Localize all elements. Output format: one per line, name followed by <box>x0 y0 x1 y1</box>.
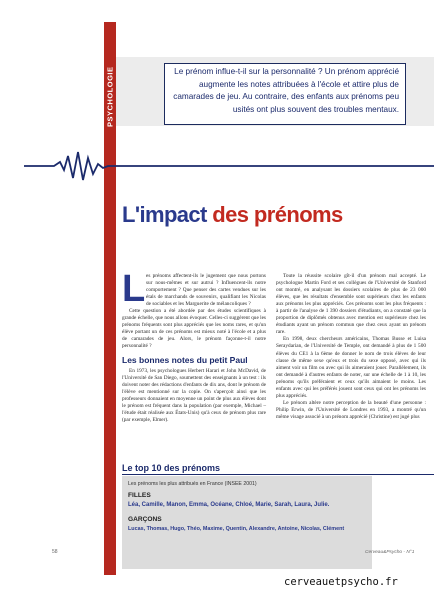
page-number: 58 <box>52 549 58 555</box>
site-watermark: cerveauetpsycho.fr <box>284 576 398 588</box>
heartbeat-line-icon <box>24 148 434 184</box>
article-column-2 <box>276 273 426 421</box>
paragraph: En 1998, deux chercheurs américains, Thomas Busse et Luisa Seraydarian, de l'Université de Temple, ont demandé à plus de 1 500 élèves du CE1 à la 6ème de donner le nom de trois élèves de leur classe de même sexe qu'eux et trois du sexe opposé, avec qui ils aiment voir un film ou avec qui ils aimeraient jouer. Parallèlement, ils ont demandé à d'autres enfants de noter, sur une échelle de 1 à 10, les prénoms qu'ils préféraient et ceux qu'ils aimaient le moins. Les enfants avec qui les préférés jouent sont ceux qui ont les prénoms les plus appréciés. <box>276 336 426 399</box>
top10-subtitle: Les prénoms les plus attribués en France (INSEE 2001) <box>128 481 257 487</box>
top10-divider <box>122 474 434 475</box>
paragraph: Toute la réussite scolaire gît-il d'un prénom mal accepté. Le psychologue Martin Ford et ses collègues de l'Université de Stanford ont montré, en analysant les dossiers scolaires de plus de 23 000 élèves, que les résultats d'ensemble sont supérieurs chez les enfants aux prénoms les plus appréciés. Ces prénoms sont les plus fréquents : à partir de l'analyse de 1 390 dossiers d'étudiants, on a constaté que la proportion de diplômés obtenus avec mention est supérieure chez les étudiants ayant un prénom commun que chez ceux ayant un prénom rare. <box>276 273 426 336</box>
drop-cap: L <box>122 268 146 310</box>
article-title <box>122 202 343 228</box>
magazine-issue: Cerveau&Psycho - N°1 <box>365 550 415 555</box>
title-part-2: des prénoms <box>212 202 343 227</box>
girls-label: FILLES <box>128 492 151 499</box>
subheading: Les bonnes notes du petit Paul <box>122 354 248 365</box>
article-column-1 <box>122 268 266 424</box>
teaser-text: Le prénom influe-t-il sur la personnalité ? Un prénom apprécié augmente les notes attribuées à l'école et attire plus de camarades de jeu. Au contraire, des enfants aux prénoms peu usités ont plus souvent des troubles mentaux. <box>173 67 399 114</box>
section-label: PSYCHOLOGIE <box>105 66 115 128</box>
boys-label: GARÇONS <box>128 516 162 523</box>
paragraph: En 1973, les psychologues Herbert Harari et John McDavid, de l'Université de San Diego, soumettent des enseignants à un test : ils doivent noter des rédactions d'enfants de dix ans, dont le prénom de l'élève est mentionné sur la copie. On s'aperçoit ainsi que les professeurs donnaient en moyenne un point de plus aux élèves dont le prénom est fréquent dans la population (par exemple, Michael – l'étude était réalisée aux États-Unis) qu'à ceux de prénom plus rare (par exemple, Elmer). <box>122 367 266 423</box>
paragraph: es prénoms affectent-ils le jugement que nous portons sur nous-mêmes et sur autrui ? Influencent-ils notre comportement ? Que penser des cartes vendues sur les étals de marchands de souvenirs, qualifiant les Nicolas de sociables et les Marguerite de mélancoliques ? <box>146 273 266 308</box>
paragraph: Cette question a été abordée par des études scientifiques à grande échelle, que nous allons évoquer. Celles-ci suggèrent que les prénoms fréquents sont plus appréciés que les noms rares, et qu'un élève portant un de ces prénoms est mieux noté à l'école et a plus de camarades de jeu. Alors, le prénom façonne-t-il notre personnalité ? <box>122 308 266 350</box>
top10-title: Le top 10 des prénoms <box>122 463 221 473</box>
title-part-1: L'impact <box>122 202 207 227</box>
teaser-box <box>164 63 406 125</box>
paragraph: Le prénom altère notre perception de la beauté d'une personne : Philip Erwin, de l'Université de Londres en 1993, a montré qu'un même visage associé à un prénom apprécié (Christine) est jugé plus <box>276 399 426 420</box>
girls-list: Léa, Camille, Manon, Emma, Océane, Chloé, Marie, Sarah, Laura, Julie. <box>128 502 330 508</box>
boys-list: Lucas, Thomas, Hugo, Théo, Maxime, Quentin, Alexandre, Antoine, Nicolas, Clément <box>128 526 345 532</box>
